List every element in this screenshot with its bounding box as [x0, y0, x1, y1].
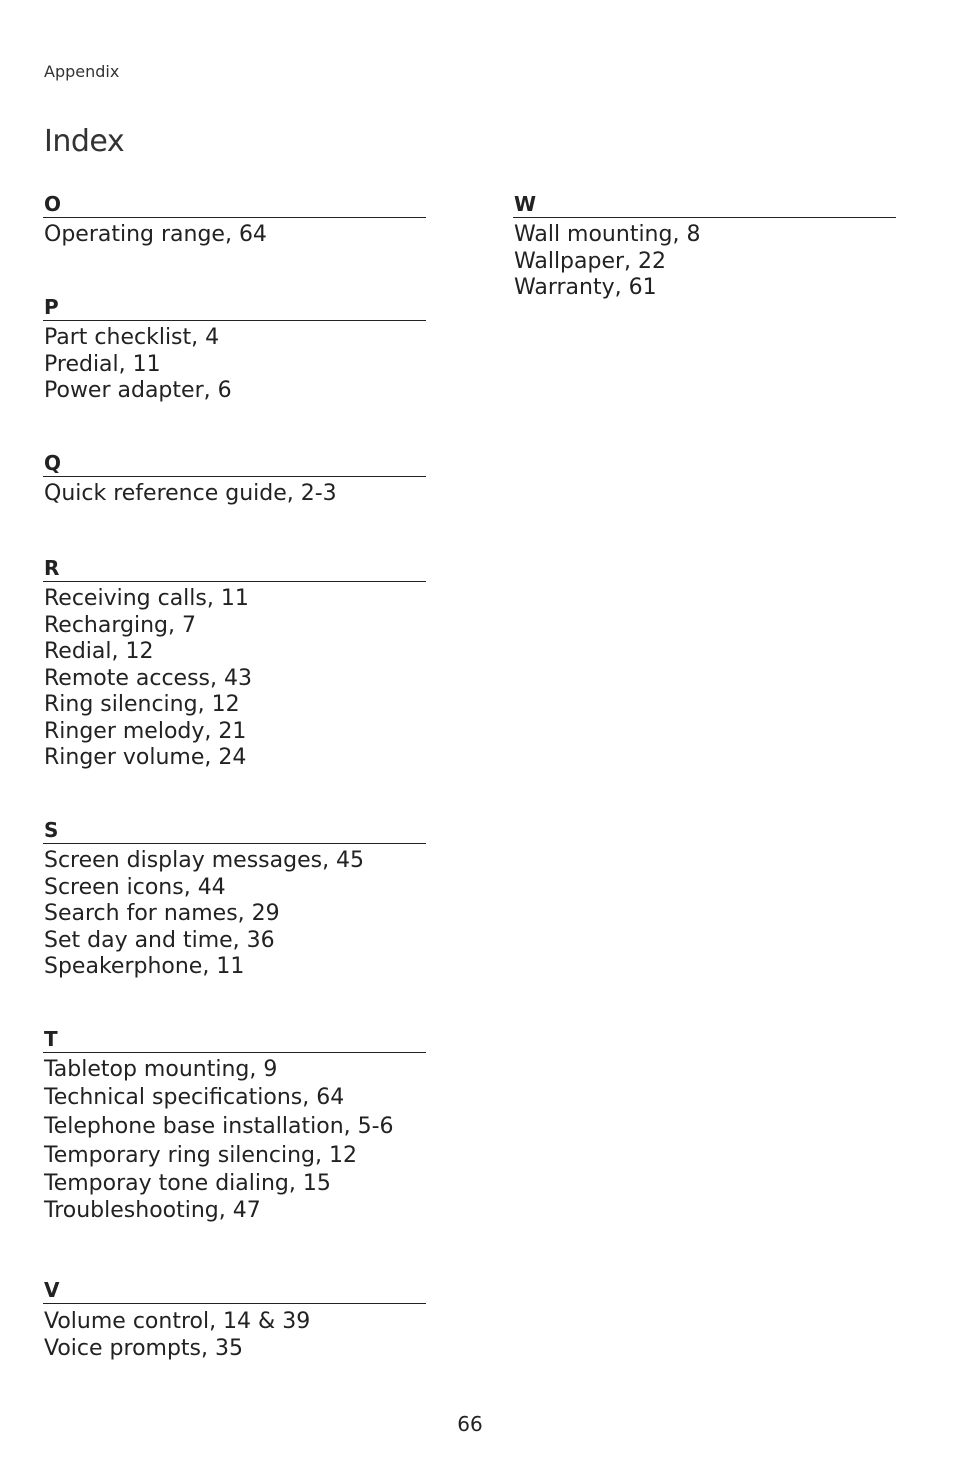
- index-entry: Temporay tone dialing, 15: [44, 1170, 331, 1196]
- index-entry: Redial, 12: [44, 639, 154, 664]
- section-letter: W: [513, 192, 896, 218]
- index-section-q: [43, 451, 426, 508]
- page-number: 66: [457, 1412, 483, 1436]
- index-entry: Recharging, 7: [44, 612, 196, 638]
- entry-list: [43, 844, 426, 981]
- index-entry: Warranty, 61: [514, 275, 657, 300]
- index-entry: Ringer volume, 24: [44, 745, 247, 770]
- entry-list: [513, 218, 896, 302]
- section-letter: P: [43, 295, 426, 321]
- section-letter: Q: [43, 451, 426, 477]
- index-entry: Wallpaper, 22: [514, 248, 667, 274]
- index-entry: Troubleshooting, 47: [44, 1197, 261, 1223]
- index-section-s: [43, 818, 426, 981]
- index-entry: Receiving calls, 11: [44, 586, 249, 611]
- index-entry: Ringer melody, 21: [44, 718, 247, 744]
- index-section-v: [43, 1278, 426, 1363]
- index-entry: Power adapter, 6: [44, 378, 232, 403]
- entry-list: [43, 1304, 426, 1363]
- page-title: Index: [44, 124, 125, 159]
- index-section-t: [43, 1027, 426, 1224]
- entry-list: [43, 582, 426, 772]
- section-letter: S: [43, 818, 426, 844]
- index-entry: Voice prompts, 35: [44, 1336, 243, 1361]
- entry-list: [43, 321, 426, 405]
- index-entry: Temporary ring silencing, 12: [44, 1142, 357, 1168]
- index-section-p: [43, 295, 426, 405]
- section-letter: V: [43, 1278, 426, 1304]
- index-entry: Ring silencing, 12: [44, 692, 240, 717]
- index-entry: Telephone base installation, 5-6: [44, 1113, 394, 1139]
- index-entry: Tabletop mounting, 9: [44, 1057, 278, 1082]
- index-section-o: [43, 192, 426, 249]
- index-entry: Volume control, 14 & 39: [44, 1309, 311, 1334]
- section-letter: R: [43, 556, 426, 582]
- index-entry: Wall mounting, 8: [514, 222, 701, 247]
- index-entry: Remote access, 43: [44, 665, 252, 691]
- index-entry: Set day and time, 36: [44, 927, 275, 953]
- section-letter: T: [43, 1027, 426, 1053]
- entry-list: [43, 1053, 426, 1224]
- index-entry: Search for names, 29: [44, 901, 280, 926]
- index-entry: Part checklist, 4: [44, 325, 220, 350]
- index-entry: Speakerphone, 11: [44, 954, 245, 979]
- index-entry: Technical specifications, 64: [44, 1084, 345, 1110]
- index-entry: Screen icons, 44: [44, 874, 226, 900]
- index-entry: Operating range, 64: [44, 222, 267, 247]
- index-entry: Predial, 11: [44, 351, 161, 377]
- section-letter: O: [43, 192, 426, 218]
- entry-list: [43, 218, 426, 249]
- entry-list: [43, 477, 426, 508]
- index-entry: Quick reference guide, 2-3: [44, 481, 337, 506]
- index-section-r: [43, 556, 426, 772]
- index-entry: Screen display messages, 45: [44, 848, 365, 873]
- index-section-w: [513, 192, 896, 302]
- header-section-label: Appendix: [44, 62, 120, 81]
